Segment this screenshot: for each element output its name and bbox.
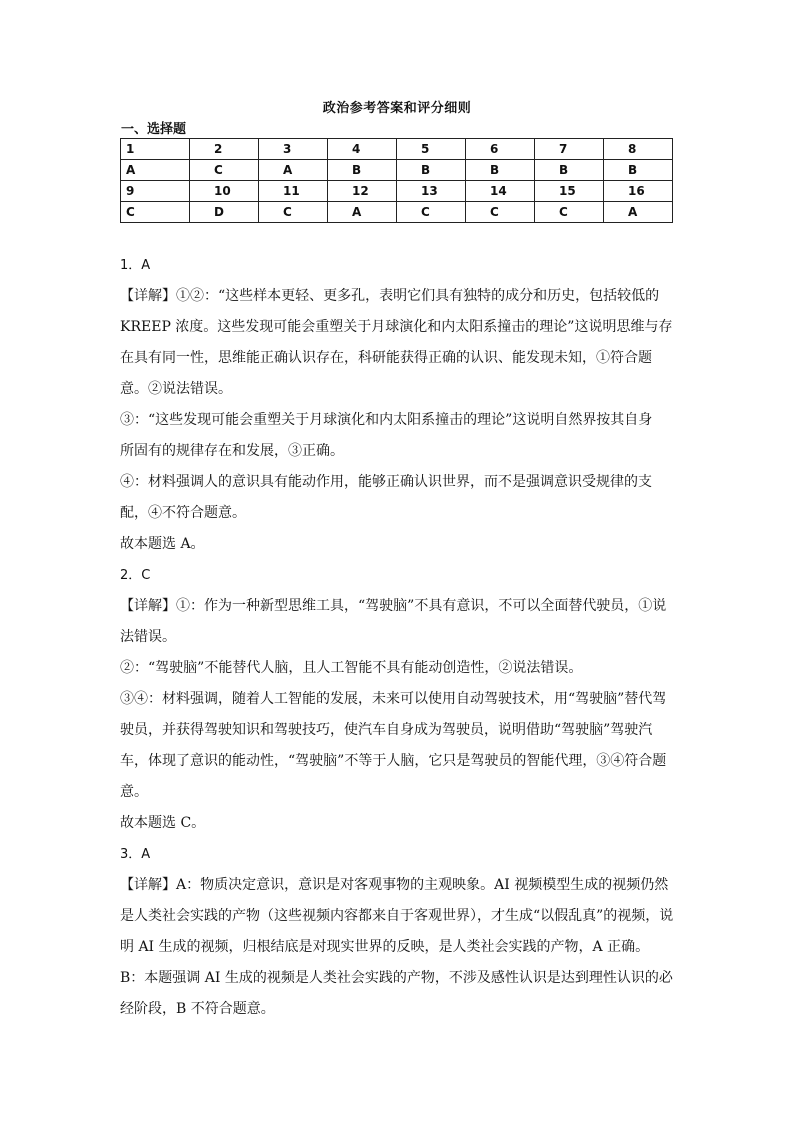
answer-cell (466, 202, 535, 223)
cell-text: 14 (490, 184, 507, 198)
cell-text: 4 (352, 142, 361, 156)
explanation-line: 配，④不符合题意。 (120, 505, 246, 521)
explanation-line: KREEP 浓度。这些发现可能会重塑关于月球演化和内太阳系撞击的理论”这说明思维与存 (120, 319, 673, 335)
question-number-cell (259, 181, 328, 202)
cell-text: 7 (559, 142, 568, 156)
answer-cell (121, 202, 190, 223)
cell-text: 3 (283, 142, 292, 156)
explanation-line: 【详解】A：物质决定意识，意识是对客观事物的主观映象。AI 视频模型生成的视频仍然 (120, 877, 669, 893)
explanation-line: ③④：材料强调，随着人工智能的发展，未来可以使用自动驾驶技术，用“驾驶脑”替代驾 (120, 691, 667, 707)
answer-cell (121, 160, 190, 181)
explanation-line: 驶员，并获得驾驶知识和驾驶技巧，使汽车自身成为驾驶员，说明借助“驾驶脑”驾驶汽 (120, 722, 653, 738)
question-heading: 1．A (120, 258, 151, 273)
question-number-cell (535, 181, 604, 202)
cell-text: 13 (421, 184, 438, 198)
answer-cell (328, 202, 397, 223)
answer-cell (604, 160, 673, 181)
cell-text: A (283, 163, 293, 177)
cell-text: 9 (126, 184, 135, 198)
answer-row (121, 160, 673, 181)
cell-text: B (559, 163, 569, 177)
question-number-cell (604, 139, 673, 160)
explanation-line: ④：材料强调人的意识具有能动作用，能够正确认识世界，而不是强调意识受规律的支 (120, 474, 652, 490)
question-number-cell (466, 139, 535, 160)
answer-cell (397, 160, 466, 181)
cell-text: 5 (421, 142, 430, 156)
section-heading: 一、选择题 (121, 122, 187, 137)
explanation-line: 经阶段，B 不符合题意。 (120, 1001, 275, 1017)
cell-text: A (126, 163, 136, 177)
question-number-cell (190, 139, 259, 160)
explanation-line: 意。②说法错误。 (120, 381, 232, 397)
cell-text: 12 (352, 184, 369, 198)
answer-cell (397, 202, 466, 223)
answer-table (120, 138, 673, 223)
question-number-row (121, 139, 673, 160)
question-number-row (121, 181, 673, 202)
explanation-line: 在具有同一性，思维能正确认识存在，科研能获得正确的认识、能发现未知，①符合题 (120, 350, 652, 366)
cell-text: C (214, 163, 223, 177)
explanation-line: 【详解】①②：“这些样本更轻、更多孔，表明它们具有独特的成分和历史，包括较低的 (120, 288, 660, 304)
question-number-cell (121, 139, 190, 160)
explanation-body (120, 250, 676, 1025)
question-number-cell (190, 181, 259, 202)
cell-text: B (421, 163, 431, 177)
cell-text: 15 (559, 184, 576, 198)
answer-cell (535, 202, 604, 223)
answer-cell (604, 202, 673, 223)
answer-cell (259, 160, 328, 181)
cell-text: C (283, 205, 292, 219)
question-number-cell (466, 181, 535, 202)
cell-text: 2 (214, 142, 223, 156)
explanation-line: 明 AI 生成的视频，归根结底是对现实世界的反映，是人类社会实践的产物，A 正确。 (120, 939, 650, 955)
answer-cell (466, 160, 535, 181)
explanation-line: 法错误。 (120, 629, 176, 645)
explanation-line: ②：“驾驶脑”不能替代人脑，且人工智能不具有能动创造性，②说法错误。 (120, 660, 583, 676)
cell-text: C (490, 205, 499, 219)
cell-text: 11 (283, 184, 300, 198)
cell-text: B (490, 163, 500, 177)
explanation-line: 意。 (120, 784, 148, 800)
cell-text: 8 (628, 142, 637, 156)
answer-cell (535, 160, 604, 181)
question-number-cell (328, 139, 397, 160)
explanation-line: ③：“这些发现可能会重塑关于月球演化和内太阳系撞击的理论”这说明自然界按其自身 (120, 412, 653, 428)
cell-text: B (352, 163, 362, 177)
answer-cell (328, 160, 397, 181)
question-heading: 3．A (120, 847, 151, 862)
cell-text: 16 (628, 184, 645, 198)
cell-text: B (628, 163, 638, 177)
cell-text: C (559, 205, 568, 219)
cell-text: A (628, 205, 638, 219)
answer-row (121, 202, 673, 223)
question-number-cell (604, 181, 673, 202)
answer-cell (259, 202, 328, 223)
question-heading: 2．C (120, 568, 151, 583)
cell-text: 10 (214, 184, 231, 198)
question-number-cell (397, 181, 466, 202)
explanation-line: 是人类社会实践的产物（这些视频内容都来自于客观世界），才生成“以假乱真”的视频，说 (120, 908, 674, 924)
explanation-line: 故本题选 A。 (120, 536, 205, 552)
question-number-cell (328, 181, 397, 202)
cell-text: 1 (126, 142, 135, 156)
answer-cell (190, 202, 259, 223)
cell-text: 6 (490, 142, 499, 156)
document-title: 政治参考答案和评分细则 (322, 101, 472, 116)
question-number-cell (259, 139, 328, 160)
question-number-cell (535, 139, 604, 160)
cell-text: C (421, 205, 430, 219)
explanation-line: 所固有的规律存在和发展，③正确。 (120, 443, 344, 459)
explanation-line: 【详解】①：作为一种新型思维工具，“驾驶脑”不具有意识，不可以全面替代驶员，①说 (120, 598, 667, 614)
question-number-cell (121, 181, 190, 202)
explanation-line: B：本题强调 AI 生成的视频是人类社会实践的产物，不涉及感性认识是达到理性认识的必 (120, 970, 673, 986)
cell-text: D (214, 205, 224, 219)
question-number-cell (397, 139, 466, 160)
explanation-line: 故本题选 C。 (120, 815, 206, 831)
explanation-line: 车，体现了意识的能动性，“驾驶脑”不等于人脑，它只是驾驶员的智能代理，③④符合题 (120, 753, 667, 769)
cell-text: C (126, 205, 135, 219)
answer-cell (190, 160, 259, 181)
cell-text: A (352, 205, 362, 219)
